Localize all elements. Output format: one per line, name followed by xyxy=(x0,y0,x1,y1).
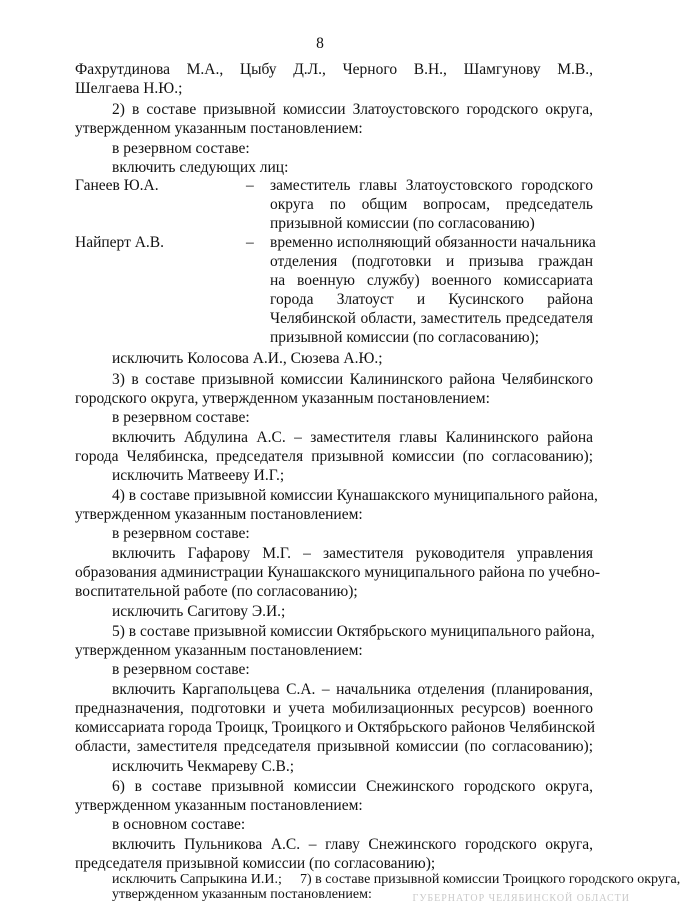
text-line: председателя призывной комиссии (по согласованию); xyxy=(75,855,436,872)
text-line: 4) в составе призывной комиссии Кунашакского муниципального района, xyxy=(112,487,598,504)
person-role-line: округа по общим вопросам, председатель xyxy=(270,196,593,213)
person-role-line: отделения (подготовки и призыва граждан xyxy=(270,253,593,270)
text-line: утвержденном указанным постановлением: xyxy=(75,506,363,523)
text-line: исключить Сапрыкина И.И.; xyxy=(112,872,282,887)
text-line: комиссариата города Троицк, Троицкого и Октябрьского районов Челябинской xyxy=(75,719,596,736)
person-role-line: временно исполняющий обязанности начальника xyxy=(270,234,596,251)
text-line: в резервном составе: xyxy=(112,661,250,678)
dash: – xyxy=(246,177,254,194)
text-line: 3) в составе призывной комиссии Калининского района Челябинского xyxy=(112,371,593,388)
page-number: 8 xyxy=(316,35,324,52)
person-role-line: призывной комиссии (по согласованию); xyxy=(270,329,540,346)
person-role-line: призывной комиссии (по согласованию) xyxy=(270,215,535,232)
text-line: городского округа, утвержденном указанным постановлением: xyxy=(75,390,490,407)
text-line: Фахрутдинова М.А., Цыбу Д.Л., Черного В.Н., Шамгунову М.В., xyxy=(75,61,593,78)
text-line: исключить Сагитову Э.И.; xyxy=(112,603,286,620)
text-line: 6) в составе призывной комиссии Снежинского городского округа, xyxy=(112,778,593,795)
text-line: города Челябинска, председателя призывной комиссии (по согласованию); xyxy=(75,448,593,465)
text-line: в резервном составе: xyxy=(112,140,250,157)
dash: – xyxy=(246,234,254,251)
person-role-line: Челябинской области, заместитель председателя xyxy=(270,310,593,327)
person-name: Найперт А.В. xyxy=(75,234,165,251)
text-line: в основном составе: xyxy=(112,816,246,833)
text-line: исключить Колосова А.И., Сюзева А.Ю.; xyxy=(112,350,383,367)
text-line: образования администрации Кунашакского муниципального района по учебно- xyxy=(75,564,601,581)
text-line: предназначения, подготовки и учета мобилизационных ресурсов) военного xyxy=(75,700,593,717)
text-line: в резервном составе: xyxy=(112,409,250,426)
person-name: Ганеев Ю.А. xyxy=(75,177,159,194)
text-line: утвержденном указанным постановлением: xyxy=(112,887,372,902)
text-line: утвержденном указанным постановлением: xyxy=(75,120,363,137)
footer-stamp: ГУБЕРНАТОР ЧЕЛЯБИНСКОЙ ОБЛАСТИ xyxy=(412,893,630,904)
text-line: воспитательной работе (по согласованию); xyxy=(75,583,358,600)
text-line: включить Пульникова А.С. – главу Снежинского городского округа, xyxy=(112,836,593,853)
text-line: исключить Чекмареву С.В.; xyxy=(112,758,295,775)
text-line: утвержденном указанным постановлением: xyxy=(75,797,363,814)
text-line: утвержденном указанным постановлением: xyxy=(75,642,363,659)
person-role-line: на военную службу) военного комиссариата xyxy=(270,272,593,289)
person-role-line: заместитель главы Златоустовского городского xyxy=(270,177,593,194)
text-line: 7) в составе призывной комиссии Троицкого городского округа, xyxy=(300,872,680,887)
text-line: 2) в составе призывной комиссии Златоустовского городского округа, xyxy=(112,101,593,118)
text-line: включить следующих лиц: xyxy=(112,159,289,176)
text-line: в резервном составе: xyxy=(112,525,250,542)
text-line: 5) в составе призывной комиссии Октябрьского муниципального района, xyxy=(112,623,595,640)
text-line: области, заместителя председателя призывной комиссии (по согласованию); xyxy=(75,738,593,755)
text-line: включить Гафарову М.Г. – заместителя руководителя управления xyxy=(112,545,593,562)
text-line: исключить Матвееву И.Г.; xyxy=(112,467,285,484)
text-line: включить Каргапольцева С.А. – начальника отделения (планирования, xyxy=(112,681,593,698)
text-line: Шелгаева Н.Ю.; xyxy=(75,80,183,97)
text-line: включить Абдулина А.С. – заместителя главы Калининского района xyxy=(112,429,593,446)
person-role-line: города Златоуст и Кусинского района xyxy=(270,291,593,308)
